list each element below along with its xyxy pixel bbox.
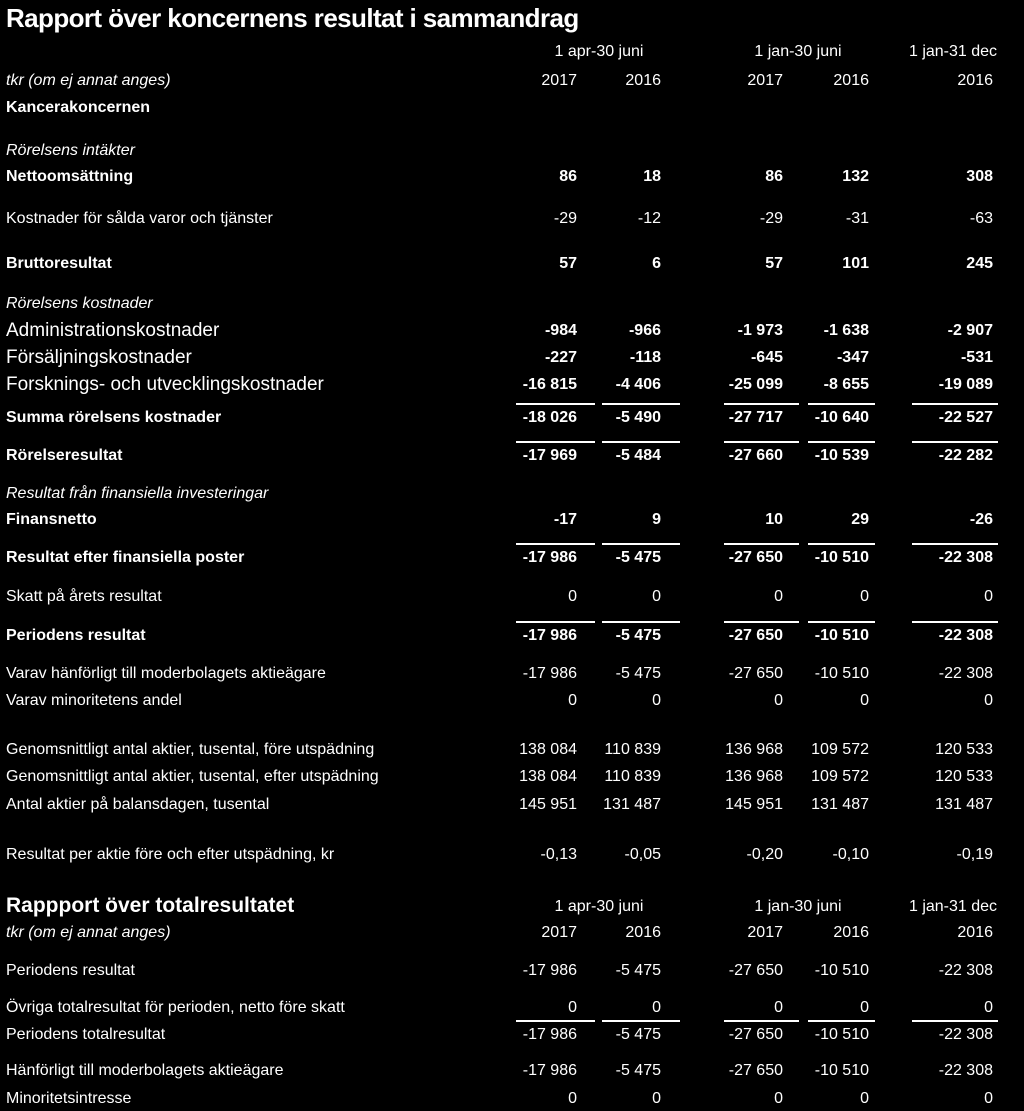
cell-value: -10 640 bbox=[814, 409, 869, 426]
underline-rule bbox=[516, 1020, 595, 1022]
year-header: 2016 bbox=[957, 72, 993, 89]
cell-value: -27 650 bbox=[728, 1062, 783, 1079]
cell-value: -5 475 bbox=[615, 627, 661, 644]
cell-value: 109 572 bbox=[811, 741, 869, 758]
cell-value: 57 bbox=[559, 255, 577, 272]
cell-value: -29 bbox=[759, 210, 783, 227]
cell-value: 0 bbox=[860, 1090, 869, 1107]
cell-value: 0 bbox=[568, 999, 577, 1016]
cell-value: 110 839 bbox=[604, 741, 661, 758]
cell-value: 86 bbox=[559, 168, 577, 185]
cell-value: 18 bbox=[643, 168, 661, 185]
cell-value: 0 bbox=[860, 588, 869, 605]
cell-value: -22 282 bbox=[938, 447, 993, 464]
cell-value: -27 650 bbox=[728, 962, 783, 979]
cell-value: -0,10 bbox=[832, 846, 869, 863]
underline-rule bbox=[808, 1020, 875, 1022]
cell-value: -22 308 bbox=[938, 549, 993, 566]
cell-value: 0 bbox=[774, 692, 783, 709]
row-label: Genomsnittligt antal aktier, tusental, efter utspädning bbox=[6, 768, 379, 785]
year-header: 2017 bbox=[541, 924, 577, 941]
year-header: 2017 bbox=[747, 72, 783, 89]
cell-value: 0 bbox=[652, 692, 661, 709]
row-label: Minoritetsintresse bbox=[6, 1090, 132, 1107]
cell-value: -2 907 bbox=[947, 322, 993, 339]
row-label: Resultat per aktie före och efter utspädning, kr bbox=[6, 846, 335, 863]
cell-value: -0,05 bbox=[624, 846, 661, 863]
unit-label: tkr (om ej annat anges) bbox=[6, 924, 171, 941]
row-label: Periodens resultat bbox=[6, 627, 146, 644]
row-label: Rörelsens kostnader bbox=[6, 295, 153, 312]
underline-rule bbox=[602, 621, 680, 623]
cell-value: 110 839 bbox=[604, 768, 661, 785]
underline-rule bbox=[724, 441, 799, 443]
cell-value: -17 986 bbox=[522, 1062, 577, 1079]
cell-value: 131 487 bbox=[935, 796, 993, 813]
underline-rule bbox=[912, 621, 998, 623]
row-label: Rörelseresultat bbox=[6, 447, 123, 464]
cell-value: -8 655 bbox=[823, 376, 869, 393]
cell-value: 120 533 bbox=[935, 741, 993, 758]
cell-value: 308 bbox=[966, 168, 993, 185]
cell-value: -966 bbox=[628, 322, 661, 339]
period-header: 1 jan-30 juni bbox=[754, 43, 842, 60]
cell-value: -347 bbox=[836, 349, 869, 366]
cell-value: 0 bbox=[860, 692, 869, 709]
cell-value: 0 bbox=[568, 692, 577, 709]
cell-value: -645 bbox=[750, 349, 783, 366]
underline-rule bbox=[516, 441, 595, 443]
cell-value: 57 bbox=[765, 255, 783, 272]
row-label: Forsknings- och utvecklingskostnader bbox=[6, 374, 324, 395]
cell-value: -22 308 bbox=[938, 1062, 993, 1079]
cell-value: 0 bbox=[774, 1090, 783, 1107]
cell-value: 101 bbox=[842, 255, 869, 272]
underline-rule bbox=[516, 543, 595, 545]
cell-value: -27 650 bbox=[728, 1026, 783, 1043]
year-header: 2017 bbox=[541, 72, 577, 89]
row-label: Övriga totalresultat för perioden, netto före skatt bbox=[6, 999, 345, 1016]
cell-value: -31 bbox=[845, 210, 869, 227]
underline-rule bbox=[602, 441, 680, 443]
cell-value: 0 bbox=[860, 999, 869, 1016]
cell-value: -0,20 bbox=[746, 846, 783, 863]
cell-value: 136 968 bbox=[725, 741, 783, 758]
cell-value: -531 bbox=[960, 349, 993, 366]
cell-value: 120 533 bbox=[935, 768, 993, 785]
section-title: Rappport över totalresultatet bbox=[6, 894, 295, 917]
report-title: Rapport över koncernens resultat i sammandrag bbox=[6, 3, 579, 33]
cell-value: -18 026 bbox=[522, 409, 577, 426]
cell-value: -5 484 bbox=[615, 447, 661, 464]
cell-value: 132 bbox=[842, 168, 869, 185]
cell-value: 0 bbox=[774, 999, 783, 1016]
row-label: Periodens resultat bbox=[6, 962, 135, 979]
cell-value: -17 986 bbox=[522, 962, 577, 979]
year-header: 2016 bbox=[833, 72, 869, 89]
row-label: Skatt på årets resultat bbox=[6, 588, 162, 605]
underline-rule bbox=[808, 543, 875, 545]
cell-value: 0 bbox=[984, 588, 993, 605]
underline-rule bbox=[724, 403, 799, 405]
underline-rule bbox=[724, 621, 799, 623]
cell-value: -27 717 bbox=[728, 409, 783, 426]
cell-value: -17 986 bbox=[522, 1026, 577, 1043]
unit-label: tkr (om ej annat anges) bbox=[6, 72, 171, 89]
cell-value: -17 986 bbox=[522, 665, 577, 682]
cell-value: -25 099 bbox=[728, 376, 783, 393]
cell-value: 245 bbox=[966, 255, 993, 272]
cell-value: -10 510 bbox=[814, 962, 869, 979]
row-label: Resultat från finansiella investeringar bbox=[6, 485, 269, 502]
year-header: 2016 bbox=[625, 72, 661, 89]
cell-value: 6 bbox=[652, 255, 661, 272]
row-label: Finansnetto bbox=[6, 511, 97, 528]
cell-value: -22 308 bbox=[938, 1026, 993, 1043]
underline-rule bbox=[516, 403, 595, 405]
cell-value: -27 650 bbox=[728, 549, 783, 566]
cell-value: -5 475 bbox=[615, 962, 661, 979]
cell-value: -29 bbox=[553, 210, 577, 227]
year-header: 2016 bbox=[625, 924, 661, 941]
underline-rule bbox=[912, 441, 998, 443]
period-header: 1 jan-30 juni bbox=[754, 898, 842, 915]
cell-value: -17 986 bbox=[522, 549, 577, 566]
underline-rule bbox=[602, 403, 680, 405]
cell-value: 86 bbox=[765, 168, 783, 185]
cell-value: 0 bbox=[568, 588, 577, 605]
underline-rule bbox=[912, 1020, 998, 1022]
cell-value: -984 bbox=[544, 322, 577, 339]
cell-value: -10 510 bbox=[814, 549, 869, 566]
row-label: Hänförligt till moderbolagets aktieägare bbox=[6, 1062, 284, 1079]
row-label: Administrationskostnader bbox=[6, 320, 220, 341]
underline-rule bbox=[602, 543, 680, 545]
cell-value: -227 bbox=[544, 349, 577, 366]
group-label: Kancerakoncernen bbox=[6, 99, 151, 116]
cell-value: -10 510 bbox=[814, 627, 869, 644]
row-label: Nettoomsättning bbox=[6, 168, 134, 185]
cell-value: 109 572 bbox=[811, 768, 869, 785]
cell-value: 0 bbox=[984, 999, 993, 1016]
cell-value: 131 487 bbox=[603, 796, 661, 813]
cell-value: -4 406 bbox=[615, 376, 661, 393]
cell-value: 0 bbox=[774, 588, 783, 605]
cell-value: -22 308 bbox=[938, 665, 993, 682]
underline-rule bbox=[724, 543, 799, 545]
underline-rule bbox=[516, 621, 595, 623]
cell-value: -0,19 bbox=[956, 846, 993, 863]
cell-value: 145 951 bbox=[519, 796, 577, 813]
cell-value: -22 308 bbox=[938, 627, 993, 644]
cell-value: -12 bbox=[637, 210, 661, 227]
cell-value: 9 bbox=[652, 511, 661, 528]
year-header: 2016 bbox=[833, 924, 869, 941]
cell-value: 145 951 bbox=[725, 796, 783, 813]
underline-rule bbox=[724, 1020, 799, 1022]
cell-value: -26 bbox=[969, 511, 993, 528]
cell-value: -27 650 bbox=[728, 627, 783, 644]
cell-value: -10 510 bbox=[814, 665, 869, 682]
cell-value: -17 986 bbox=[522, 627, 577, 644]
cell-value: 136 968 bbox=[725, 768, 783, 785]
cell-value: -22 308 bbox=[938, 962, 993, 979]
cell-value: -17 bbox=[553, 511, 577, 528]
cell-value: -27 650 bbox=[728, 665, 783, 682]
year-header: 2016 bbox=[957, 924, 993, 941]
row-label: Varav hänförligt till moderbolagets aktieägare bbox=[6, 665, 326, 682]
period-header: 1 jan-31 dec bbox=[908, 898, 998, 915]
cell-value: 131 487 bbox=[811, 796, 869, 813]
cell-value: -1 638 bbox=[823, 322, 869, 339]
row-label: Resultat efter finansiella poster bbox=[6, 549, 245, 566]
cell-value: 0 bbox=[652, 999, 661, 1016]
row-label: Kostnader för sålda varor och tjänster bbox=[6, 210, 273, 227]
cell-value: 138 084 bbox=[519, 768, 577, 785]
cell-value: -5 475 bbox=[615, 665, 661, 682]
underline-rule bbox=[808, 441, 875, 443]
row-label: Periodens totalresultat bbox=[6, 1026, 166, 1043]
cell-value: -5 475 bbox=[615, 1026, 661, 1043]
cell-value: 10 bbox=[765, 511, 783, 528]
underline-rule bbox=[912, 403, 998, 405]
cell-value: -10 510 bbox=[814, 1026, 869, 1043]
cell-value: -5 475 bbox=[615, 549, 661, 566]
period-header: 1 apr-30 juni bbox=[554, 43, 644, 60]
period-header: 1 apr-30 juni bbox=[554, 898, 644, 915]
cell-value: -19 089 bbox=[938, 376, 993, 393]
row-label: Bruttoresultat bbox=[6, 255, 112, 272]
underline-rule bbox=[808, 403, 875, 405]
cell-value: -16 815 bbox=[522, 376, 577, 393]
cell-value: -10 539 bbox=[814, 447, 869, 464]
cell-value: 0 bbox=[652, 1090, 661, 1107]
year-header: 2017 bbox=[747, 924, 783, 941]
period-header: 1 jan-31 dec bbox=[908, 43, 998, 60]
cell-value: 29 bbox=[851, 511, 869, 528]
underline-rule bbox=[912, 543, 998, 545]
underline-rule bbox=[808, 621, 875, 623]
cell-value: 0 bbox=[984, 1090, 993, 1107]
cell-value: 0 bbox=[984, 692, 993, 709]
cell-value: -5 475 bbox=[615, 1062, 661, 1079]
cell-value: -63 bbox=[969, 210, 993, 227]
cell-value: 0 bbox=[652, 588, 661, 605]
cell-value: 0 bbox=[568, 1090, 577, 1107]
cell-value: 138 084 bbox=[519, 741, 577, 758]
row-label: Antal aktier på balansdagen, tusental bbox=[6, 796, 270, 813]
cell-value: -5 490 bbox=[615, 409, 661, 426]
row-label: Varav minoritetens andel bbox=[6, 692, 182, 709]
row-label: Summa rörelsens kostnader bbox=[6, 409, 222, 426]
row-label: Rörelsens intäkter bbox=[6, 142, 135, 159]
cell-value: -22 527 bbox=[938, 409, 993, 426]
cell-value: -27 660 bbox=[728, 447, 783, 464]
row-label: Försäljningskostnader bbox=[6, 347, 192, 368]
cell-value: -17 969 bbox=[522, 447, 577, 464]
cell-value: -118 bbox=[629, 349, 661, 366]
underline-rule bbox=[602, 1020, 680, 1022]
cell-value: -0,13 bbox=[540, 846, 577, 863]
row-label: Genomsnittligt antal aktier, tusental, före utspädning bbox=[6, 741, 375, 758]
cell-value: -1 973 bbox=[737, 322, 783, 339]
cell-value: -10 510 bbox=[814, 1062, 869, 1079]
